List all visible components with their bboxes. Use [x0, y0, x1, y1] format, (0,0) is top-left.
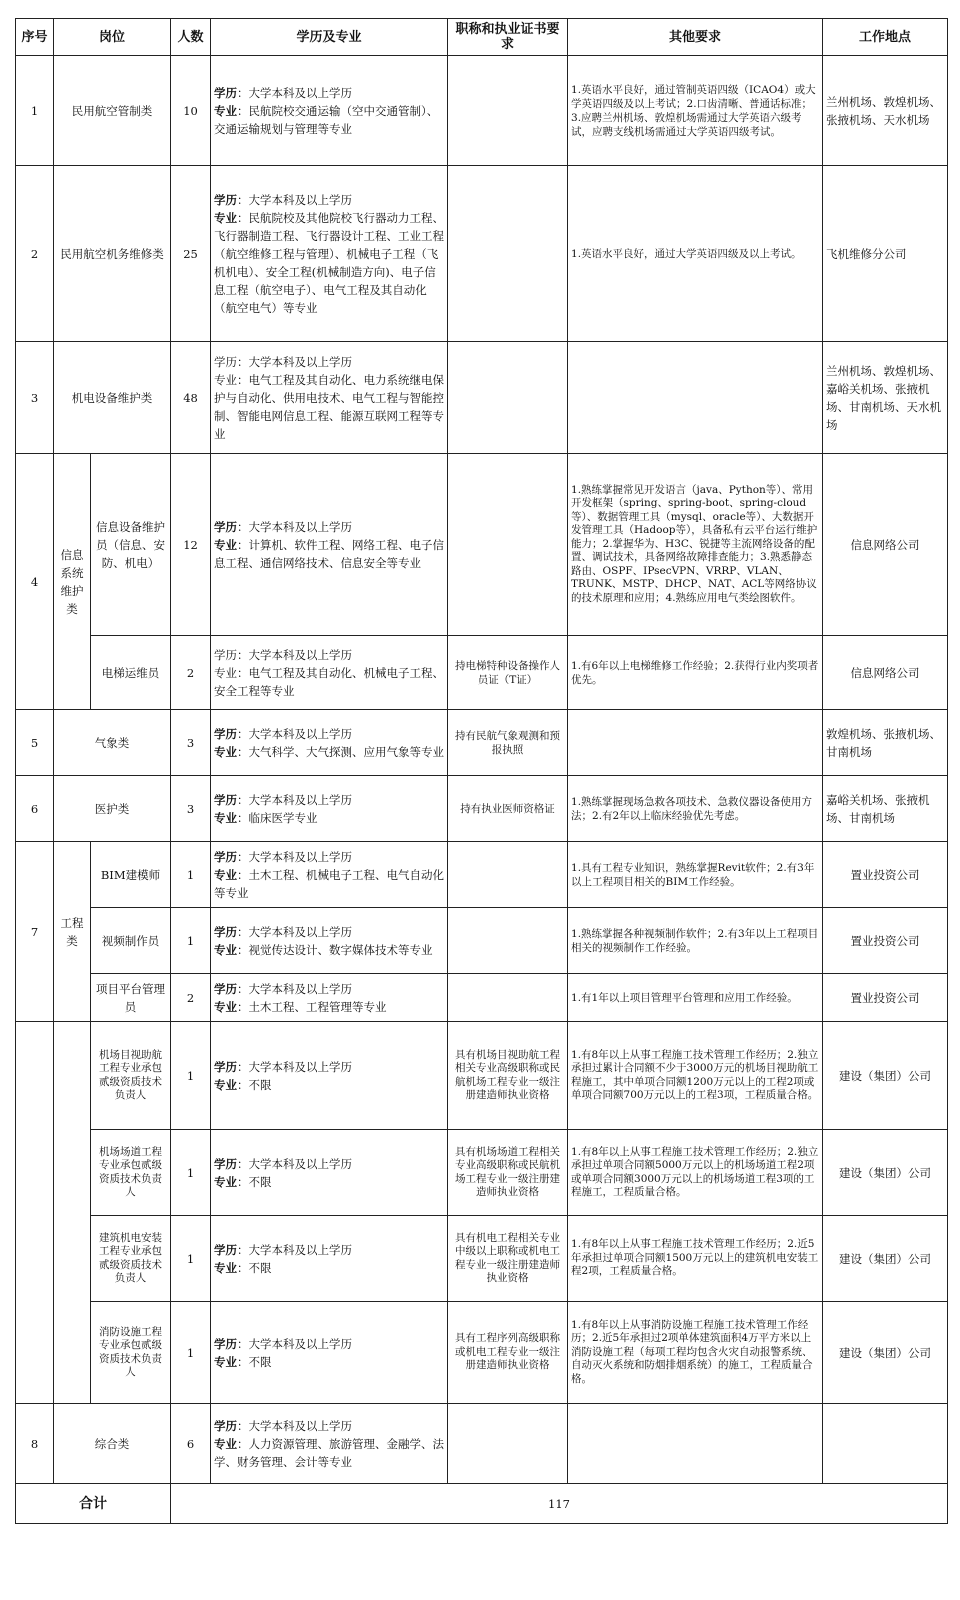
education-cell: 学历：大学本科及以上学历 专业：不限 [211, 1130, 448, 1216]
position-cell: 视频制作员 [91, 908, 171, 974]
certificate-cell [448, 454, 568, 636]
major-value: 人力资源管理、旅游管理、金融学、法学、财务管理、会计等专业 [214, 1436, 445, 1469]
major-label: 专业 [214, 537, 238, 552]
group-cell [54, 1022, 91, 1404]
edu-label: 学历 [214, 519, 238, 534]
edu-value: 大学本科及以上学历 [248, 519, 353, 534]
table-row [16, 166, 948, 342]
certificate-cell: 具有机场目视助航工程相关专业高级职称或民航机场工程专业一级注册建造师执业资格 [448, 1022, 568, 1130]
position-cell: 项目平台管理员 [91, 974, 171, 1022]
count-cell: 3 [171, 710, 211, 776]
count-cell: 1 [171, 908, 211, 974]
header-education: 学历及专业 [211, 19, 448, 56]
education-cell: 学历：大学本科及以上学历 专业：不限 [211, 1302, 448, 1404]
education-cell: 学历：大学本科及以上学历 专业：临床医学专业 [211, 776, 448, 842]
location-cell: 建设（集团）公司 [823, 1302, 948, 1404]
location-cell: 飞机维修分公司 [823, 166, 948, 342]
header-seq: 序号 [16, 19, 54, 56]
other-cell: 1.有8年以上从事工程施工技术管理工作经历；2.独立承担过单项合同额5000万元以上的机场场道工程2项或单项合同额3000万元以上的机场场道工程3项的工程施工，工程质量合格。 [568, 1130, 823, 1216]
table-row [16, 842, 948, 908]
major-label: 专业 [214, 942, 238, 957]
major-value: 不限 [248, 1260, 272, 1275]
location-cell: 兰州机场、敦煌机场、张掖机场、天水机场 [823, 56, 948, 166]
location-cell: 信息网络公司 [823, 454, 948, 636]
seq-cell [16, 1022, 54, 1404]
total-label: 合计 [16, 1484, 171, 1524]
edu-value: 大学本科及以上学历 [248, 924, 353, 939]
major-value: 不限 [248, 1077, 272, 1092]
education-cell: 学历：大学本科及以上学历 专业：民航院校交通运输（空中交通管制）、交通运输规划与管理等专业 [211, 56, 448, 166]
major-value: 民航院校及其他院校飞行器动力工程、飞行器制造工程、飞行器设计工程、工业工程（航空维修工程与管理）、机械电子工程（飞机机电）、安全工程(机械制造方向)、电子信息工程（航空电子）、电气工程及其自动化（航空电气）等专业 [214, 210, 445, 315]
edu-value: 大学本科及以上学历 [248, 1418, 353, 1433]
table-row [16, 1022, 948, 1130]
seq-cell: 8 [16, 1404, 54, 1484]
education-cell: 学历：大学本科及以上学历 专业：计算机、软件工程、网络工程、电子信息工程、通信网络技术、信息安全等专业 [211, 454, 448, 636]
major-label: 专业 [214, 1260, 238, 1275]
count-cell: 48 [171, 342, 211, 454]
position-cell: 民用航空机务维修类 [54, 166, 171, 342]
seq-cell: 4 [16, 454, 54, 710]
other-cell: 1.有8年以上从事工程施工技术管理工作经历；2.独立承担过累计合同额不少于3000万元的机场目视助航工程施工，其中单项合同额1200万元以上的工程2项或单项合同额700万元以上的工程3项，工程质量合格。 [568, 1022, 823, 1130]
edu-value: 大学本科及以上学历 [248, 792, 353, 807]
education-cell: 学历：大学本科及以上学历 专业：不限 [211, 1022, 448, 1130]
position-cell: 机场目视助航工程专业承包贰级资质技术负责人 [91, 1022, 171, 1130]
education-cell: 学历：大学本科及以上学历 专业：电气工程及其自动化、机械电子工程、安全工程等专业 [211, 636, 448, 710]
location-cell: 置业投资公司 [823, 908, 948, 974]
education-cell: 学历：大学本科及以上学历 专业：民航院校及其他院校飞行器动力工程、飞行器制造工程、飞行器设计工程、工业工程（航空维修工程与管理）、机械电子工程（飞机机电）、安全工程(机械制造方向)、电子信息工程（航空电子）、电气工程及其自动化（航空电气）等专业 [211, 166, 448, 342]
major-value: 计算机、软件工程、网络工程、电子信息工程、通信网络技术、信息安全等专业 [214, 537, 445, 570]
major-label: 专业 [214, 1174, 238, 1189]
position-cell: BIM建模师 [91, 842, 171, 908]
major-value: 视觉传达设计、数字媒体技术等专业 [248, 942, 433, 957]
position-cell: 民用航空管制类 [54, 56, 171, 166]
other-cell: 1.有8年以上从事消防设施工程施工技术管理工作经历；2.近5年承担过2项单体建筑面积4万平方米以上消防设施工程（每项工程均包含火灾自动报警系统、自动灭火系统和防烟排烟系统）的施工，工程质量合格。 [568, 1302, 823, 1404]
location-cell: 兰州机场、敦煌机场、嘉峪关机场、张掖机场、甘南机场、天水机场 [823, 342, 948, 454]
edu-value: 大学本科及以上学历 [248, 647, 353, 662]
certificate-cell [448, 974, 568, 1022]
total-row [16, 1484, 948, 1524]
table-row [16, 342, 948, 454]
certificate-cell [448, 342, 568, 454]
major-label: 专业 [214, 1354, 238, 1369]
location-cell: 置业投资公司 [823, 974, 948, 1022]
other-cell [568, 710, 823, 776]
count-cell: 1 [171, 1022, 211, 1130]
major-label: 专业 [214, 1077, 238, 1092]
table-row [16, 1404, 948, 1484]
major-label: 专业 [214, 665, 238, 680]
other-cell: 1.有8年以上从事工程施工技术管理工作经历；2.近5年承担过单项合同额1500万元以上的建筑机电安装工程2项，工程质量合格。 [568, 1216, 823, 1302]
education-cell: 学历：大学本科及以上学历 专业：人力资源管理、旅游管理、金融学、法学、财务管理、会计等专业 [211, 1404, 448, 1484]
table-row [16, 974, 948, 1022]
edu-value: 大学本科及以上学历 [248, 849, 353, 864]
major-label: 专业 [214, 810, 238, 825]
header-certificate: 职称和执业证书要求 [448, 19, 568, 56]
count-cell: 1 [171, 1216, 211, 1302]
count-cell: 25 [171, 166, 211, 342]
count-cell: 1 [171, 1130, 211, 1216]
major-label: 专业 [214, 210, 238, 225]
edu-label: 学历 [214, 726, 238, 741]
edu-label: 学历 [214, 1156, 238, 1171]
other-cell: 1.英语水平良好，通过大学英语四级及以上考试。 [568, 166, 823, 342]
count-cell: 12 [171, 454, 211, 636]
position-cell: 机场场道工程专业承包贰级资质技术负责人 [91, 1130, 171, 1216]
certificate-cell [448, 56, 568, 166]
edu-value: 大学本科及以上学历 [248, 1156, 353, 1171]
location-cell: 敦煌机场、张掖机场、甘南机场 [823, 710, 948, 776]
edu-label: 学历 [214, 1418, 238, 1433]
certificate-cell [448, 842, 568, 908]
edu-label: 学历 [214, 85, 238, 100]
position-cell: 信息设备维护员（信息、安防、机电） [91, 454, 171, 636]
edu-label: 学历 [214, 849, 238, 864]
major-value: 临床医学专业 [248, 810, 318, 825]
major-value: 电气工程及其自动化、机械电子工程、安全工程等专业 [214, 665, 445, 698]
group-cell: 工程类 [54, 842, 91, 1022]
certificate-cell: 持有民航气象观测和预报执照 [448, 710, 568, 776]
education-cell: 学历：大学本科及以上学历 专业：视觉传达设计、数字媒体技术等专业 [211, 908, 448, 974]
location-cell: 建设（集团）公司 [823, 1022, 948, 1130]
table-row [16, 636, 948, 710]
location-cell: 建设（集团）公司 [823, 1216, 948, 1302]
major-value: 电气工程及其自动化、电力系统继电保护与自动化、供用电技术、电气工程与智能控制、智能电网信息工程、能源互联网工程等专业 [214, 372, 445, 441]
edu-value: 大学本科及以上学历 [248, 981, 353, 996]
edu-value: 大学本科及以上学历 [248, 354, 353, 369]
major-label: 专业 [214, 372, 238, 387]
position-cell: 医护类 [54, 776, 171, 842]
location-cell: 信息网络公司 [823, 636, 948, 710]
edu-value: 大学本科及以上学历 [248, 1336, 353, 1351]
other-cell: 1.具有工程专业知识，熟练掌握Revit软件；2.有3年以上工程项目相关的BIM工作经验。 [568, 842, 823, 908]
position-cell: 综合类 [54, 1404, 171, 1484]
position-cell: 气象类 [54, 710, 171, 776]
major-value: 不限 [248, 1174, 272, 1189]
location-cell: 置业投资公司 [823, 842, 948, 908]
seq-cell: 3 [16, 342, 54, 454]
edu-value: 大学本科及以上学历 [248, 1059, 353, 1074]
major-label: 专业 [214, 867, 238, 882]
recruitment-table [15, 18, 948, 1524]
seq-cell: 5 [16, 710, 54, 776]
major-value: 大气科学、大气探测、应用气象等专业 [248, 744, 445, 759]
edu-label: 学历 [214, 354, 238, 369]
count-cell: 1 [171, 1302, 211, 1404]
header-location: 工作地点 [823, 19, 948, 56]
table-row [16, 776, 948, 842]
certificate-cell: 具有机场场道工程相关专业高级职称或民航机场工程专业一级注册建造师执业资格 [448, 1130, 568, 1216]
group-cell: 信息系统维护类 [54, 454, 91, 710]
other-cell [568, 1404, 823, 1484]
edu-value: 大学本科及以上学历 [248, 1242, 353, 1257]
location-cell [823, 1404, 948, 1484]
header-other: 其他要求 [568, 19, 823, 56]
location-cell: 建设（集团）公司 [823, 1130, 948, 1216]
edu-label: 学历 [214, 792, 238, 807]
education-cell: 学历：大学本科及以上学历 专业：土木工程、机械电子工程、电气自动化等专业 [211, 842, 448, 908]
certificate-cell [448, 166, 568, 342]
count-cell: 2 [171, 974, 211, 1022]
position-cell: 消防设施工程专业承包贰级资质技术负责人 [91, 1302, 171, 1404]
header-position: 岗位 [54, 19, 171, 56]
other-cell: 1.有6年以上电梯维修工作经验；2.获得行业内奖项者优先。 [568, 636, 823, 710]
edu-label: 学历 [214, 981, 238, 996]
certificate-cell: 具有机电工程相关专业中级以上职称或机电工程专业一级注册建造师执业资格 [448, 1216, 568, 1302]
seq-cell: 1 [16, 56, 54, 166]
table-row [16, 1302, 948, 1404]
header-row [16, 19, 948, 56]
major-label: 专业 [214, 103, 238, 118]
table-row [16, 710, 948, 776]
education-cell: 学历：大学本科及以上学历 专业：土木工程、工程管理等专业 [211, 974, 448, 1022]
certificate-cell [448, 1404, 568, 1484]
table-row [16, 454, 948, 636]
education-cell: 学历：大学本科及以上学历 专业：大气科学、大气探测、应用气象等专业 [211, 710, 448, 776]
position-cell: 建筑机电安装工程专业承包贰级资质技术负责人 [91, 1216, 171, 1302]
major-value: 民航院校交通运输（空中交通管制）、交通运输规划与管理等专业 [214, 103, 439, 136]
table-row [16, 56, 948, 166]
count-cell: 6 [171, 1404, 211, 1484]
seq-cell: 6 [16, 776, 54, 842]
edu-label: 学历 [214, 1242, 238, 1257]
count-cell: 1 [171, 842, 211, 908]
education-cell: 学历：大学本科及以上学历 专业：电气工程及其自动化、电力系统继电保护与自动化、供用电技术、电气工程与智能控制、智能电网信息工程、能源互联网工程等专业 [211, 342, 448, 454]
count-cell: 3 [171, 776, 211, 842]
major-value: 土木工程、工程管理等专业 [248, 999, 387, 1014]
table-row [16, 1130, 948, 1216]
certificate-cell: 具有工程序列高级职称或机电工程专业一级注册建造师执业资格 [448, 1302, 568, 1404]
location-cell: 嘉峪关机场、张掖机场、甘南机场 [823, 776, 948, 842]
edu-value: 大学本科及以上学历 [248, 85, 353, 100]
other-cell [568, 342, 823, 454]
seq-cell: 7 [16, 842, 54, 1022]
table-row [16, 908, 948, 974]
table-row [16, 1216, 948, 1302]
header-count: 人数 [171, 19, 211, 56]
certificate-cell [448, 908, 568, 974]
other-cell: 1.熟练掌握各种视频制作软件；2.有3年以上工程项目相关的视频制作工作经验。 [568, 908, 823, 974]
major-value: 土木工程、机械电子工程、电气自动化等专业 [214, 867, 445, 900]
seq-cell: 2 [16, 166, 54, 342]
edu-label: 学历 [214, 1059, 238, 1074]
edu-label: 学历 [214, 924, 238, 939]
education-cell: 学历：大学本科及以上学历 专业：不限 [211, 1216, 448, 1302]
other-cell: 1.熟练掌握现场急救各项技术、急救仪器设备使用方法；2.有2年以上临床经验优先考虑。 [568, 776, 823, 842]
edu-label: 学历 [214, 1336, 238, 1351]
edu-label: 学历 [214, 647, 238, 662]
other-cell: 1.英语水平良好，通过管制英语四级（ICAO4）或大学英语四级及以上考试；2.口齿清晰、普通话标准；3.应聘兰州机场、敦煌机场需通过大学英语六级考试，应聘支线机场需通过大学英语四级考试。 [568, 56, 823, 166]
position-cell: 机电设备维护类 [54, 342, 171, 454]
major-label: 专业 [214, 1436, 238, 1451]
other-cell: 1.熟练掌握常见开发语言（java、Python等）、常用开发框架（spring、spring-boot、spring-cloud等）、数据管理工具（mysql、oracle等）、大数据开发管理工具（Hadoop等），具备私有云平台运行维护能力；2.掌握华为、H3C、锐捷等主流网络设备的配置、调试技术，具备网络故障排查能力；3.熟悉静态路由、OSPF、IPsecVPN、VRRP、VLAN、TRUNK、MSTP、DHCP、NAT、ACL等网络协议的技术原理和应用；4.熟练应用电气类绘图软件。 [568, 454, 823, 636]
position-cell: 电梯运维员 [91, 636, 171, 710]
certificate-cell: 持有执业医师资格证 [448, 776, 568, 842]
count-cell: 10 [171, 56, 211, 166]
edu-label: 学历 [214, 192, 238, 207]
edu-value: 大学本科及以上学历 [248, 726, 353, 741]
other-cell: 1.有1年以上项目管理平台管理和应用工作经验。 [568, 974, 823, 1022]
major-value: 不限 [248, 1354, 272, 1369]
certificate-cell: 持电梯特种设备操作人员证（T证） [448, 636, 568, 710]
major-label: 专业 [214, 999, 238, 1014]
count-cell: 2 [171, 636, 211, 710]
edu-value: 大学本科及以上学历 [248, 192, 353, 207]
major-label: 专业 [214, 744, 238, 759]
total-value: 117 [171, 1484, 948, 1524]
